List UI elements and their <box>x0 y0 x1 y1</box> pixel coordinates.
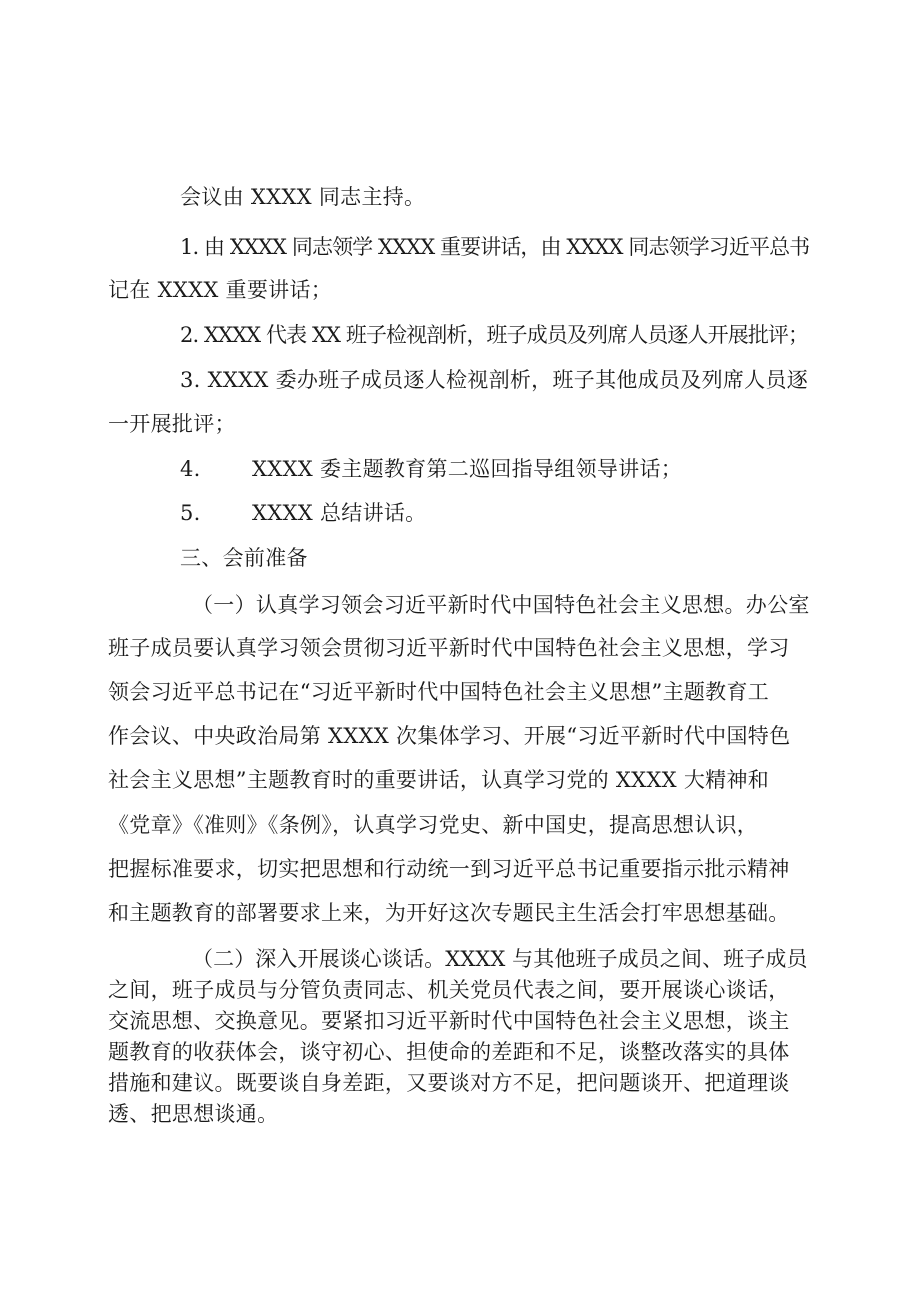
paragraph-1-line: 把握标准要求，切实把思想和行动统一到习近平总书记重要指示批示精神 <box>108 857 790 881</box>
agenda-item-3-line-1: 3. XXXX 委办班子成员逐人检视剖析，班子其他成员及列席人员逐 <box>180 368 809 392</box>
paragraph-2-line: 透、把思想谈通。 <box>108 1102 279 1126</box>
paragraph-2-line: 措施和建议。既要谈自身差距，又要谈对方不足，把问题谈开、把道理谈 <box>108 1071 790 1095</box>
paragraph-1-line: 班子成员要认真学习领会贯彻习近平新时代中国特色社会主义思想，学习 <box>108 636 790 660</box>
paragraph-2-line: 之间，班子成员与分管负责同志、机关党员代表之间，要开展谈心谈话， <box>108 978 790 1002</box>
paragraph-2-line: 题教育的收获体会，谈守初心、担使命的差距和不足，谈整改落实的具体 <box>108 1040 790 1064</box>
agenda-item-5 <box>180 498 426 528</box>
paragraph-1-line: 作会议、中央政治局第 XXXX 次集体学习、开展“习近平新时代中国特色 <box>108 724 791 748</box>
agenda-item-4-number: 4. <box>180 457 201 481</box>
host-line: 会议由 XXXX 同志主持。 <box>180 185 426 209</box>
agenda-item-5-number: 5. <box>180 501 201 525</box>
paragraph-1-line: 和主题教育的部署要求上来，为开好这次专题民主生活会打牢思想基础。 <box>108 901 790 925</box>
agenda-item-4 <box>180 454 682 484</box>
agenda-item-5-text: XXXX 总结讲话。 <box>252 501 427 525</box>
paragraph-2-line: 交流思想、交换意见。要紧扣习近平新时代中国特色社会主义思想，谈主 <box>108 1009 790 1033</box>
paragraph-1-line: （一）认真学习领会习近平新时代中国特色社会主义思想。办公室 <box>192 593 810 617</box>
agenda-item-3-line-2: 一开展批评； <box>108 412 236 436</box>
agenda-item-4-text: XXXX 委主题教育第二巡回指导组领导讲话； <box>252 457 683 481</box>
agenda-item-1-line-2: 记在 XXXX 重要讲话； <box>108 278 333 302</box>
paragraph-1-line: 《党章》《准则》《条例》，认真学习党史、新中国史，提高思想认识， <box>108 813 759 837</box>
agenda-item-2: 2. XXXX 代表 XX 班子检视剖析，班子成员及列席人员逐人开展批评； <box>180 323 809 347</box>
paragraph-1-line: 领会习近平总书记在“习近平新时代中国特色社会主义思想”主题教育工 <box>108 680 770 704</box>
paragraph-2-line: （二）深入开展谈心谈话。XXXX 与其他班子成员之间、班子成员 <box>192 947 808 971</box>
section-3-heading: 三、会前准备 <box>180 546 308 570</box>
agenda-item-1-line-1: 1. 由 XXXX 同志领学 XXXX 重要讲话，由 XXXX 同志领学习近平总书 <box>180 235 810 259</box>
paragraph-1-line: 社会主义思想”主题教育时的重要讲话，认真学习党的 XXXX 大精神和 <box>108 768 770 792</box>
